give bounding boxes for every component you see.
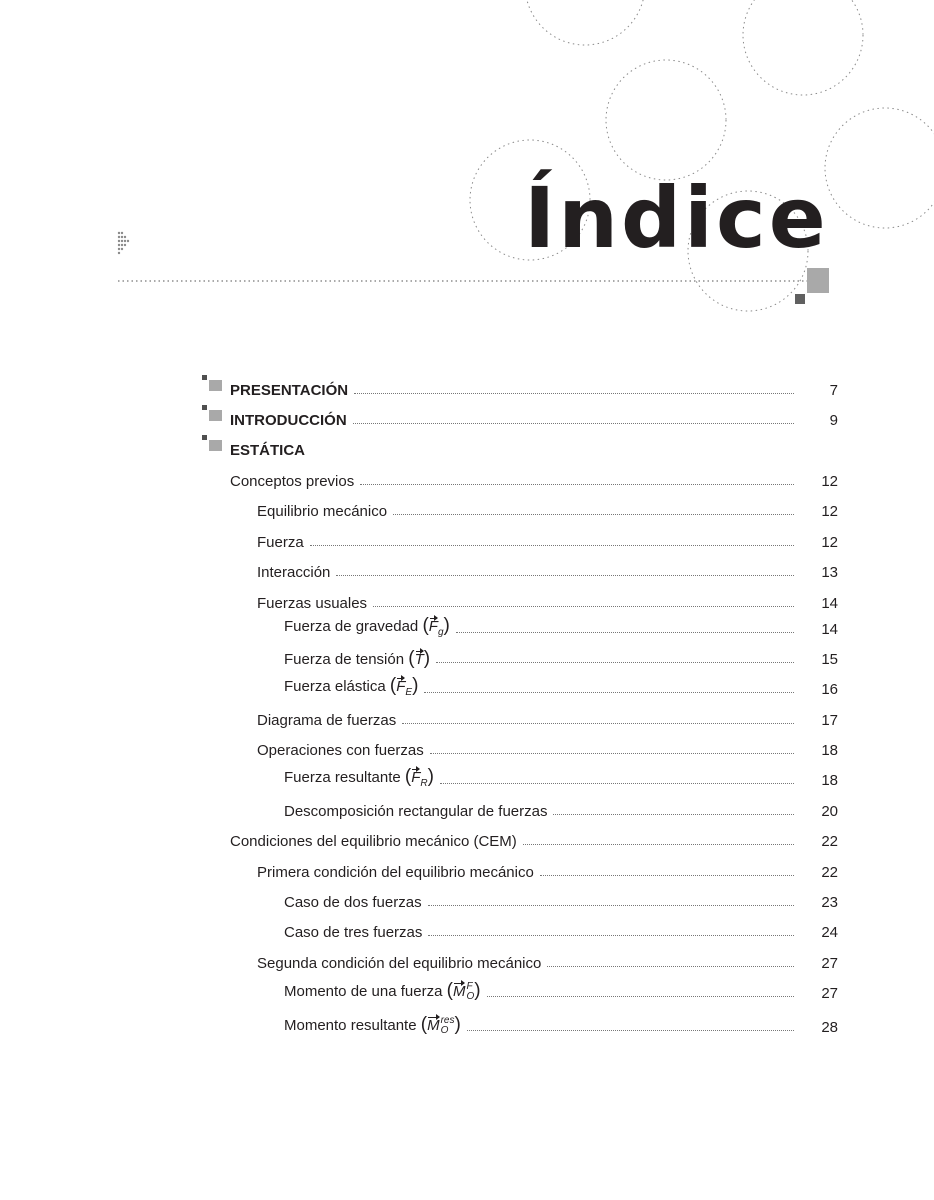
page-number: 18 [821,772,838,789]
toc-entry-label: Fuerza resultante $(F_R)$ [284,766,434,789]
dot-leader [553,813,794,815]
dot-leader [436,661,794,663]
page-number: 17 [821,712,838,729]
page-number: 12 [821,534,838,551]
toc-entry-conceptos-previos[interactable] [0,468,934,490]
page-title: Índice [524,169,829,267]
dot-leader [487,995,794,997]
dot-leader [354,392,794,394]
toc-entry-label: Fuerza de tensión (T) [284,648,431,669]
toc-entry-estatica[interactable] [0,437,934,459]
dot-leader [353,422,794,424]
toc-entry-label: Conceptos previos [230,473,355,490]
vector-symbol: $(F_E)$ [389,675,419,698]
vector-symbol: (M res O ) [420,1013,461,1036]
dot-leader [373,605,794,607]
square-large [807,268,829,293]
toc-entry-label: Fuerza elástica $(F_E)$ [284,675,419,698]
toc-entry-label: Caso de dos fuerzas [284,894,422,911]
toc-entry-fuerza-resultante[interactable] [0,767,934,789]
page-number: 27 [821,985,838,1002]
page-number: 12 [821,473,838,490]
toc-entry-presentacion[interactable] [0,377,934,399]
vector-symbol: $(F_R)$ [404,766,434,789]
toc-entry-tres-fuerzas[interactable] [0,919,934,941]
toc-entry-label: Momento resultante (M res O ) [284,1013,461,1036]
toc-entry-label: Descomposición rectangular de fuerzas [284,803,548,820]
dotted-circle [525,0,645,45]
toc-entry-label: Interacción [257,564,331,581]
dots-icon [118,232,129,254]
dot-leader [393,513,794,515]
square-small [795,294,805,304]
dot-leader [360,483,794,485]
page-number: 7 [829,382,838,399]
toc-entry-introduccion[interactable] [0,407,934,429]
toc-entry-equilibrio-mecanico[interactable] [0,498,934,520]
dot-leader [456,631,794,633]
page-number: 24 [821,924,838,941]
page-number: 27 [821,955,838,972]
toc-entry-fuerza-elastica[interactable] [0,676,934,698]
page-number: 9 [829,412,838,429]
toc-entry-operaciones-fuerzas[interactable] [0,737,934,759]
toc-entry-momento-fuerza[interactable] [0,980,934,1002]
toc-entry-fuerza-tension[interactable] [0,646,934,668]
vector-symbol: (M F O ) [446,979,481,1002]
toc-entry-label: Equilibrio mecánico [257,503,388,520]
dot-leader [428,934,794,936]
page-number: 16 [821,681,838,698]
dotted-circle [825,108,934,228]
dot-leader [310,544,794,546]
toc-entry-cem[interactable] [0,828,934,850]
dotted-circle [606,60,726,180]
toc-entry-momento-resultante[interactable] [0,1014,934,1036]
toc-entry-label: Primera condición del equilibrio mecánico [257,864,534,881]
dot-leader [311,453,794,454]
page-number: 20 [821,803,838,820]
page-number: 18 [821,742,838,759]
toc-entry-label: Operaciones con fuerzas [257,742,424,759]
toc-entry-label: Segunda condición del equilibrio mecánico [257,955,542,972]
toc-entry-label: Fuerzas usuales [257,595,368,612]
page-number: 28 [821,1019,838,1036]
toc-entry-label: INTRODUCCIÓN [230,412,347,429]
dotted-circle [743,0,863,95]
toc-entry-label: PRESENTACIÓN [230,382,349,399]
toc-entry-descomposicion[interactable] [0,798,934,820]
toc-entry-fuerza[interactable] [0,529,934,551]
toc-entry-interaccion[interactable] [0,559,934,581]
toc-entry-primera-condicion[interactable] [0,859,934,881]
dot-leader [547,965,794,967]
toc-entry-label: Fuerza [257,534,304,551]
vector-symbol: (T) [408,648,431,669]
toc-entry-label: Momento de una fuerza (M F O ) [284,979,481,1002]
page-number: 14 [821,595,838,612]
dot-leader [402,722,794,724]
toc-entry-label: Caso de tres fuerzas [284,924,423,941]
toc-entry-dos-fuerzas[interactable] [0,889,934,911]
dot-leader [467,1029,794,1031]
toc-entry-label: ESTÁTICA [230,442,305,459]
toc-entry-label: Fuerza de gravedad $(F_g)$ [284,615,450,638]
toc-entry-label: Condiciones del equilibrio mecánico (CEM) [230,833,517,850]
page-number: 12 [821,503,838,520]
page-number: 22 [821,833,838,850]
toc-entry-segunda-condicion[interactable] [0,950,934,972]
page-number: 14 [821,621,838,638]
toc-entry-fuerzas-usuales[interactable] [0,590,934,612]
dot-leader [424,691,794,693]
dot-leader [336,574,794,576]
page-number: 15 [821,651,838,668]
page-number: 23 [821,894,838,911]
page-number: 13 [821,564,838,581]
vector-symbol: $(F_g)$ [422,615,450,638]
toc-entry-label: Diagrama de fuerzas [257,712,397,729]
dot-leader [430,752,794,754]
dot-leader [440,782,794,784]
dot-leader [428,904,794,906]
toc-entry-diagrama-fuerzas[interactable] [0,707,934,729]
toc-entry-fuerza-gravedad[interactable] [0,616,934,638]
dot-leader [540,874,794,876]
dot-leader [523,843,794,845]
page-number: 22 [821,864,838,881]
